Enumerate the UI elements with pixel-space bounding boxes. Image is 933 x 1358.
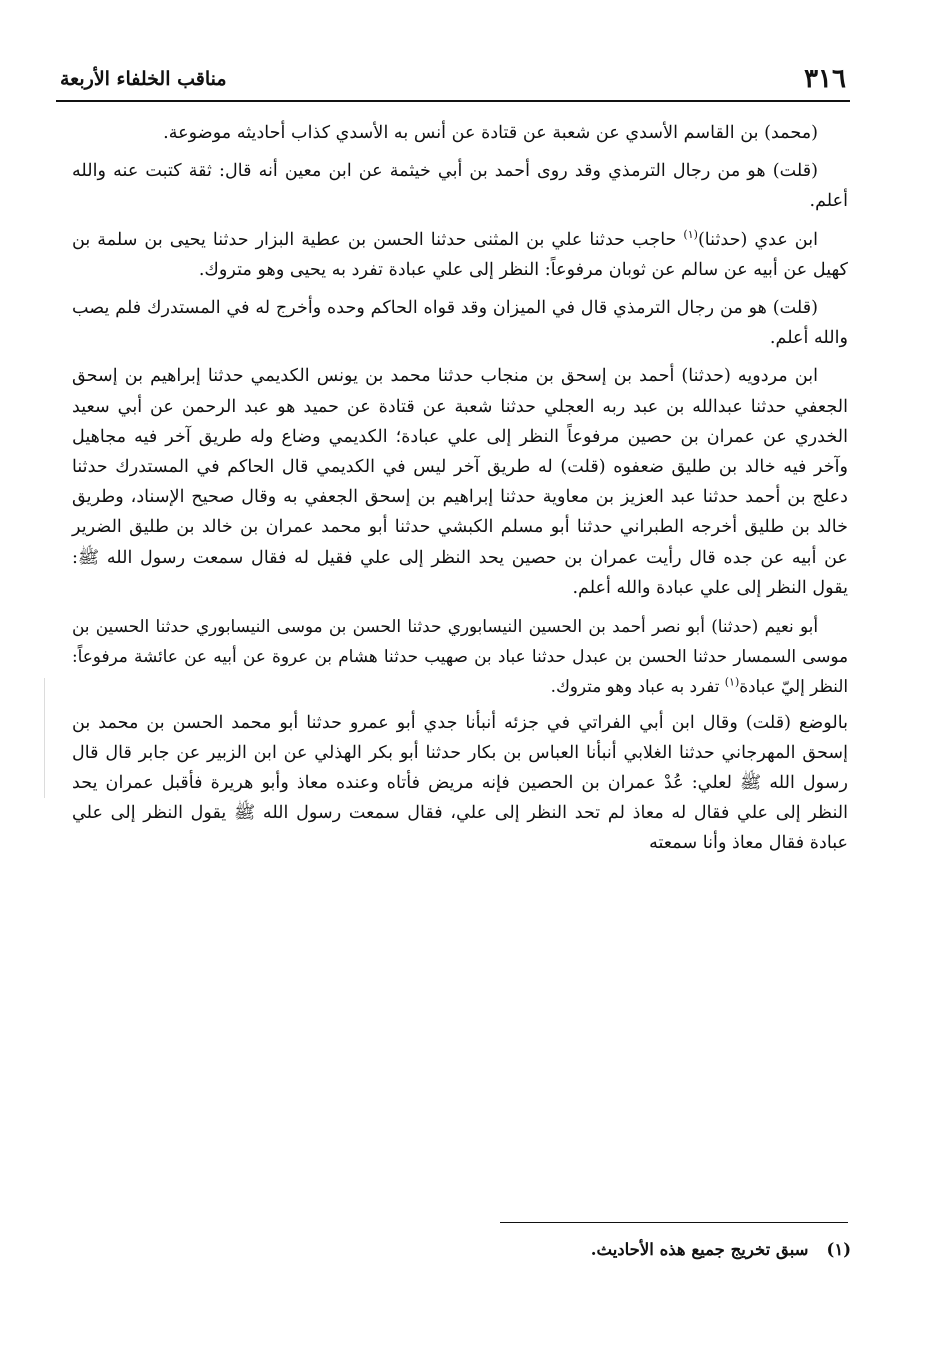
paragraph-6-start: أبو نعيم (حدثنا) أبو نصر أحمد بن الحسين النيسابوري حدثنا الحسن بن موسى النيسابوري حدثنا الحسين بن موسى السمسار حدثنا الحسن بن عبدل حدثنا عباد بن صهيب حدثنا هشام بن عروة عن أبيه عن عائشة مرفوعاً: النظر إليّ عبادة <box>72 616 849 697</box>
paragraph-5: ابن مردويه (حدثنا) أحمد بن إسحق بن منجاب حدثنا محمد بن يونس الكديمي حدثنا إبراهيم بن إسحق الجعفي حدثنا عبدالله بن عبد ربه العجلي حدثنا شعبة عن قتادة عن حميد هو عبد الرحمن عن أبي سعيد الخدري عن عمران بن حصين مرفوعاً النظر إلى علي عبادة؛ الكديمي وضاع وله طريق آخر فيه مجاهيل وآخر فيه خالد بن طليق ضعفوه (قلت) له طريق آخر ليس في الكديمي قال الحاكم في المستدرك حدثنا دعلج بن أحمد حدثنا عبد العزيز بن معاوية حدثنا إبراهيم بن إسحق الجعفي به وقال صحيح الإسناد، وطريق خالد بن طليق أخرجه الطبراني حدثنا أبو مسلم الكبشي حدثنا أبو محمد عمران بن خالد بن طليق الضرير عن أبيه عن جده قال رأيت عمران بن حصين يحد النظر إلى علي فقيل له فقال سمعت رسول الله ﷺ: يقول النظر إلى علي عبادة والله أعلم. <box>72 366 848 598</box>
footnote-text: سبق تخريج جميع هذه الأحاديث. <box>590 1240 809 1259</box>
main-text <box>72 118 848 867</box>
paragraph-7: بالوضع (قلت) وقال ابن أبي الفراتي في جزئه أنبأنا جدي أبو عمرو حدثنا أبو محمد الحسن بن محمد بن إسحق المهرجاني حدثنا الغلابي أنبأنا العباس بن بكار حدثنا أبو بكر الهذلي عن ابن الزبير عن جابر قال قال رسول الله ﷺ لعلي: عُدْ عمران بن الحصين فإنه مريض فأتاه وعنده معاذ وأبو هريرة فأقبل عمران يحد النظر إلى علي فقال له معاذ لم تحد النظر إلى علي، فقال سمعت رسول الله ﷺ يقول النظر إلى علي عبادة فقال معاذ وأنا سمعته <box>72 712 848 854</box>
margin-mark <box>44 678 45 798</box>
paragraph-2: (قلت) هو من رجال الترمذي وقد روى أحمد بن أبي خيثمة عن ابن معين أنه قال: ثقة كتبت عنه والله أعلم. <box>72 161 848 212</box>
footnote <box>591 1240 851 1259</box>
page-header <box>56 62 850 102</box>
footnote-reference[interactable]: (١) <box>683 227 698 241</box>
paragraph-6-end: تفرد به عباد وهو متروك. <box>550 676 725 697</box>
footnote-number: (١) <box>826 1240 851 1259</box>
running-title: مناقب الخلفاء الأربعة <box>60 68 227 90</box>
paragraph-6 <box>72 611 848 702</box>
paragraph-3-start: ابن عدي (حدثنا) <box>697 229 818 250</box>
paragraph-3 <box>72 225 848 285</box>
paragraph-1: (محمد) بن القاسم الأسدي عن شعبة عن قتادة عن أنس به الأسدي كذاب أحاديثه موضوعة. <box>163 123 818 143</box>
page-number: ٣١٦ <box>804 64 846 94</box>
footnote-reference[interactable]: (١) <box>724 675 740 689</box>
footnote-divider <box>500 1222 848 1223</box>
paragraph-3-end: حاجب حدثنا علي بن المثنى حدثنا الحسن بن عطية البزار حدثنا يحيى بن سلمة بن كهيل عن أبيه عن سالم عن ثوبان مرفوعاً: النظر إلى علي عبادة تفرد به يحيى وهو متروك. <box>72 229 848 280</box>
paragraph-4: (قلت) هو من رجال الترمذي قال في الميزان وقد قواه الحاكم وحده وأخرج له في المستدرك فلم يصب والله أعلم. <box>72 298 848 349</box>
